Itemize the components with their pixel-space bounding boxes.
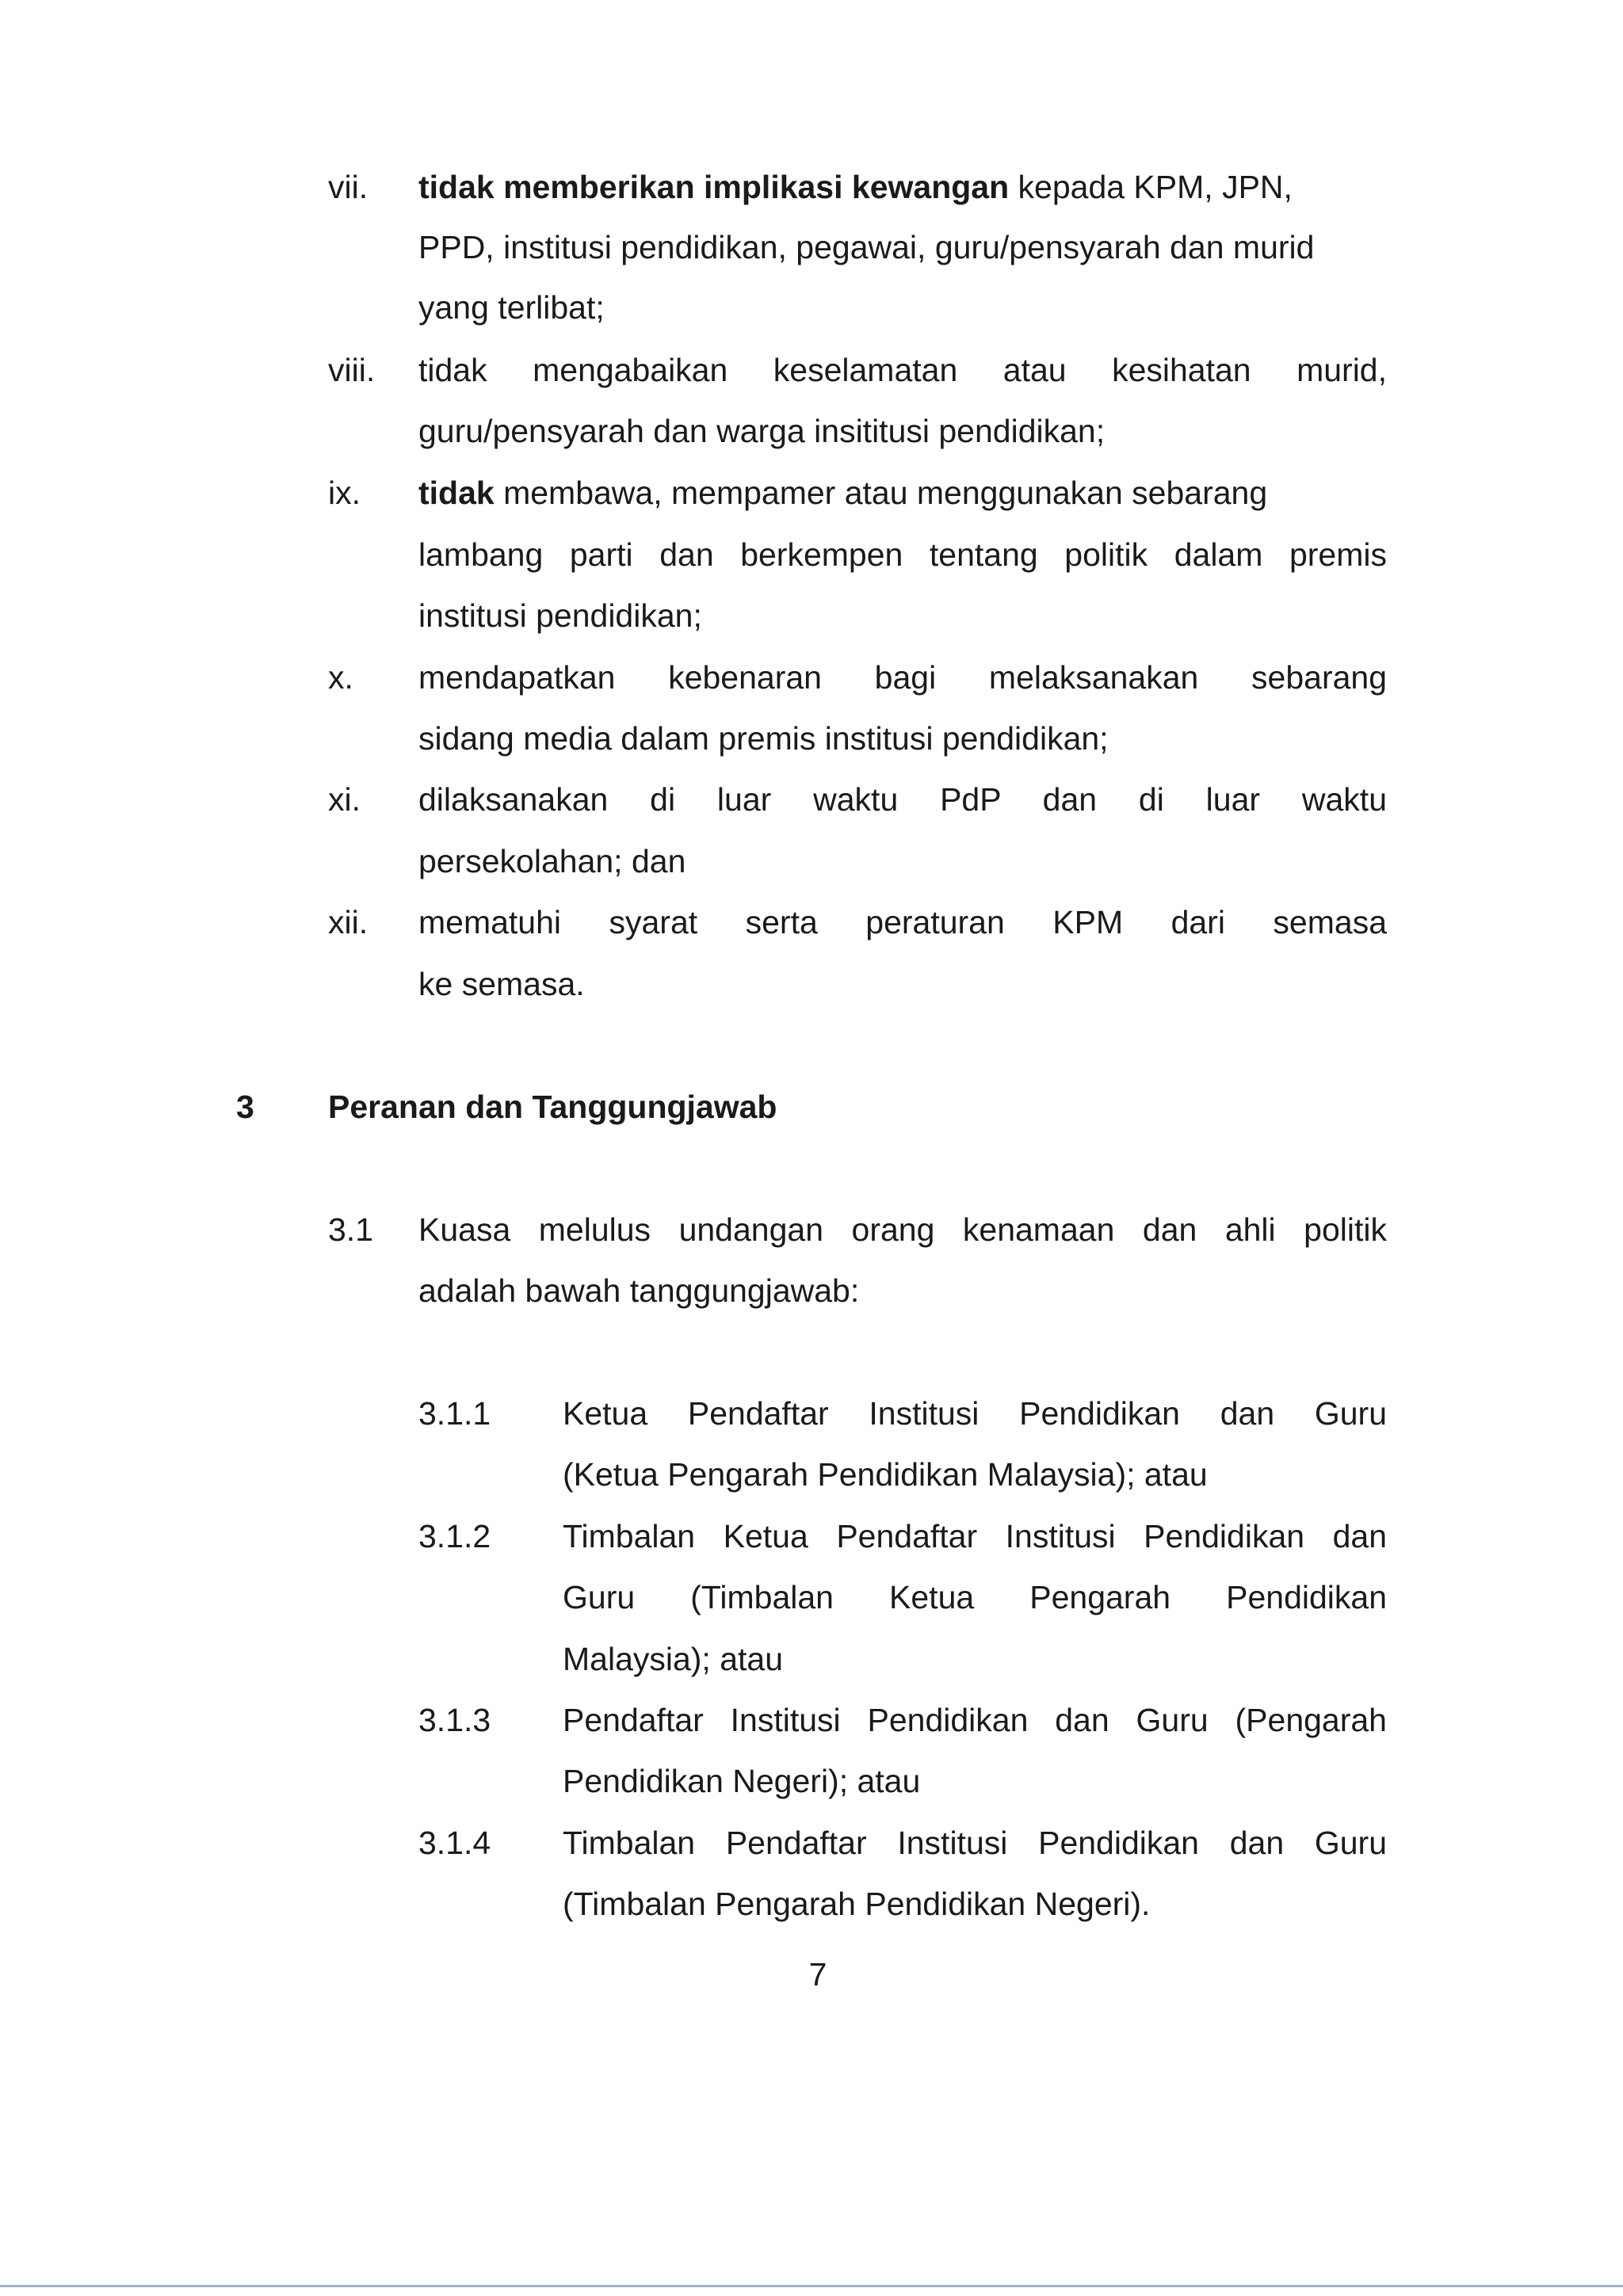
clause-3-1-4-line1: Timbalan Pendaftar Institusi Pendidikan dan Guru <box>563 1825 1387 1861</box>
item-number-xi: xi. <box>328 781 361 818</box>
page-number: 7 <box>808 1956 827 1993</box>
scan-edge-line <box>0 2285 1623 2287</box>
clause-3-1-4-line2: (Timbalan Pengarah Pendidikan Negeri). <box>563 1886 1151 1922</box>
clause-number-3-1-1: 3.1.1 <box>418 1395 491 1432</box>
clause-3-1-2-line2: Guru (Timbalan Ketua Pengarah Pendidikan <box>563 1579 1387 1615</box>
item-ix-line1-rest: membawa, mempamer atau menggunakan sebarang <box>494 475 1268 511</box>
item-viii-line1: tidak mengabaikan keselamatan atau kesihatan murid, <box>418 352 1387 388</box>
item-number-ix: ix. <box>328 475 361 511</box>
clause-number-3-1-2: 3.1.2 <box>418 1518 491 1554</box>
item-vii-line1 <box>418 168 1293 206</box>
item-xi-line1: dilaksanakan di luar waktu PdP dan di luar waktu <box>418 781 1387 818</box>
clause-3-1-1-line2: (Ketua Pengarah Pendidikan Malaysia); atau <box>563 1456 1208 1493</box>
item-ix-line2: lambang parti dan berkempen tentang politik dalam premis <box>418 536 1387 573</box>
item-ix-line1 <box>418 474 1267 512</box>
item-vii-line3: yang terlibat; <box>418 289 605 326</box>
item-vii-line1-rest: kepada KPM, JPN, <box>1009 169 1293 205</box>
clause-3-1-1-line1: Ketua Pendaftar Institusi Pendidikan dan Guru <box>563 1395 1387 1432</box>
item-vii-line2: PPD, institusi pendidikan, pegawai, guru/pensyarah dan murid <box>418 229 1315 265</box>
item-xii-line2: ke semasa. <box>418 966 585 1002</box>
item-x-line2: sidang media dalam premis institusi pendidikan; <box>418 720 1109 757</box>
clause-3-1-2-line1: Timbalan Ketua Pendaftar Institusi Pendidikan dan <box>563 1518 1387 1554</box>
clause-3-1-3-line1: Pendaftar Institusi Pendidikan dan Guru (Pengarah <box>563 1702 1387 1738</box>
subsection-3-1-line2: adalah bawah tanggungjawab: <box>418 1272 860 1309</box>
item-ix-bold-text: tidak <box>418 475 495 511</box>
item-number-xii: xii. <box>328 904 369 940</box>
item-number-viii: viii. <box>328 352 376 388</box>
item-ix-line3: institusi pendidikan; <box>418 597 702 634</box>
item-x-line1: mendapatkan kebenaran bagi melaksanakan sebarang <box>418 659 1387 696</box>
item-vii-bold-text: tidak memberikan implikasi kewangan <box>418 169 1010 205</box>
item-viii-line2: guru/pensyarah dan warga insititusi pendidikan; <box>418 413 1106 449</box>
item-number-x: x. <box>328 659 353 696</box>
clause-3-1-2-line3: Malaysia); atau <box>563 1641 784 1677</box>
item-number-vii: vii. <box>328 169 369 205</box>
subsection-3-1-line1: Kuasa melulus undangan orang kenamaan dan ahli politik <box>418 1211 1387 1248</box>
item-xi-line2: persekolahan; dan <box>418 843 686 879</box>
clause-number-3-1-4: 3.1.4 <box>418 1825 491 1861</box>
clause-number-3-1-3: 3.1.3 <box>418 1702 491 1738</box>
item-xii-line1: mematuhi syarat serta peraturan KPM dari semasa <box>418 904 1387 940</box>
clause-3-1-3-line2: Pendidikan Negeri); atau <box>563 1763 921 1799</box>
subsection-number-3-1: 3.1 <box>328 1211 373 1248</box>
section-title: Peranan dan Tanggungjawab <box>328 1089 777 1125</box>
section-number: 3 <box>236 1089 254 1125</box>
